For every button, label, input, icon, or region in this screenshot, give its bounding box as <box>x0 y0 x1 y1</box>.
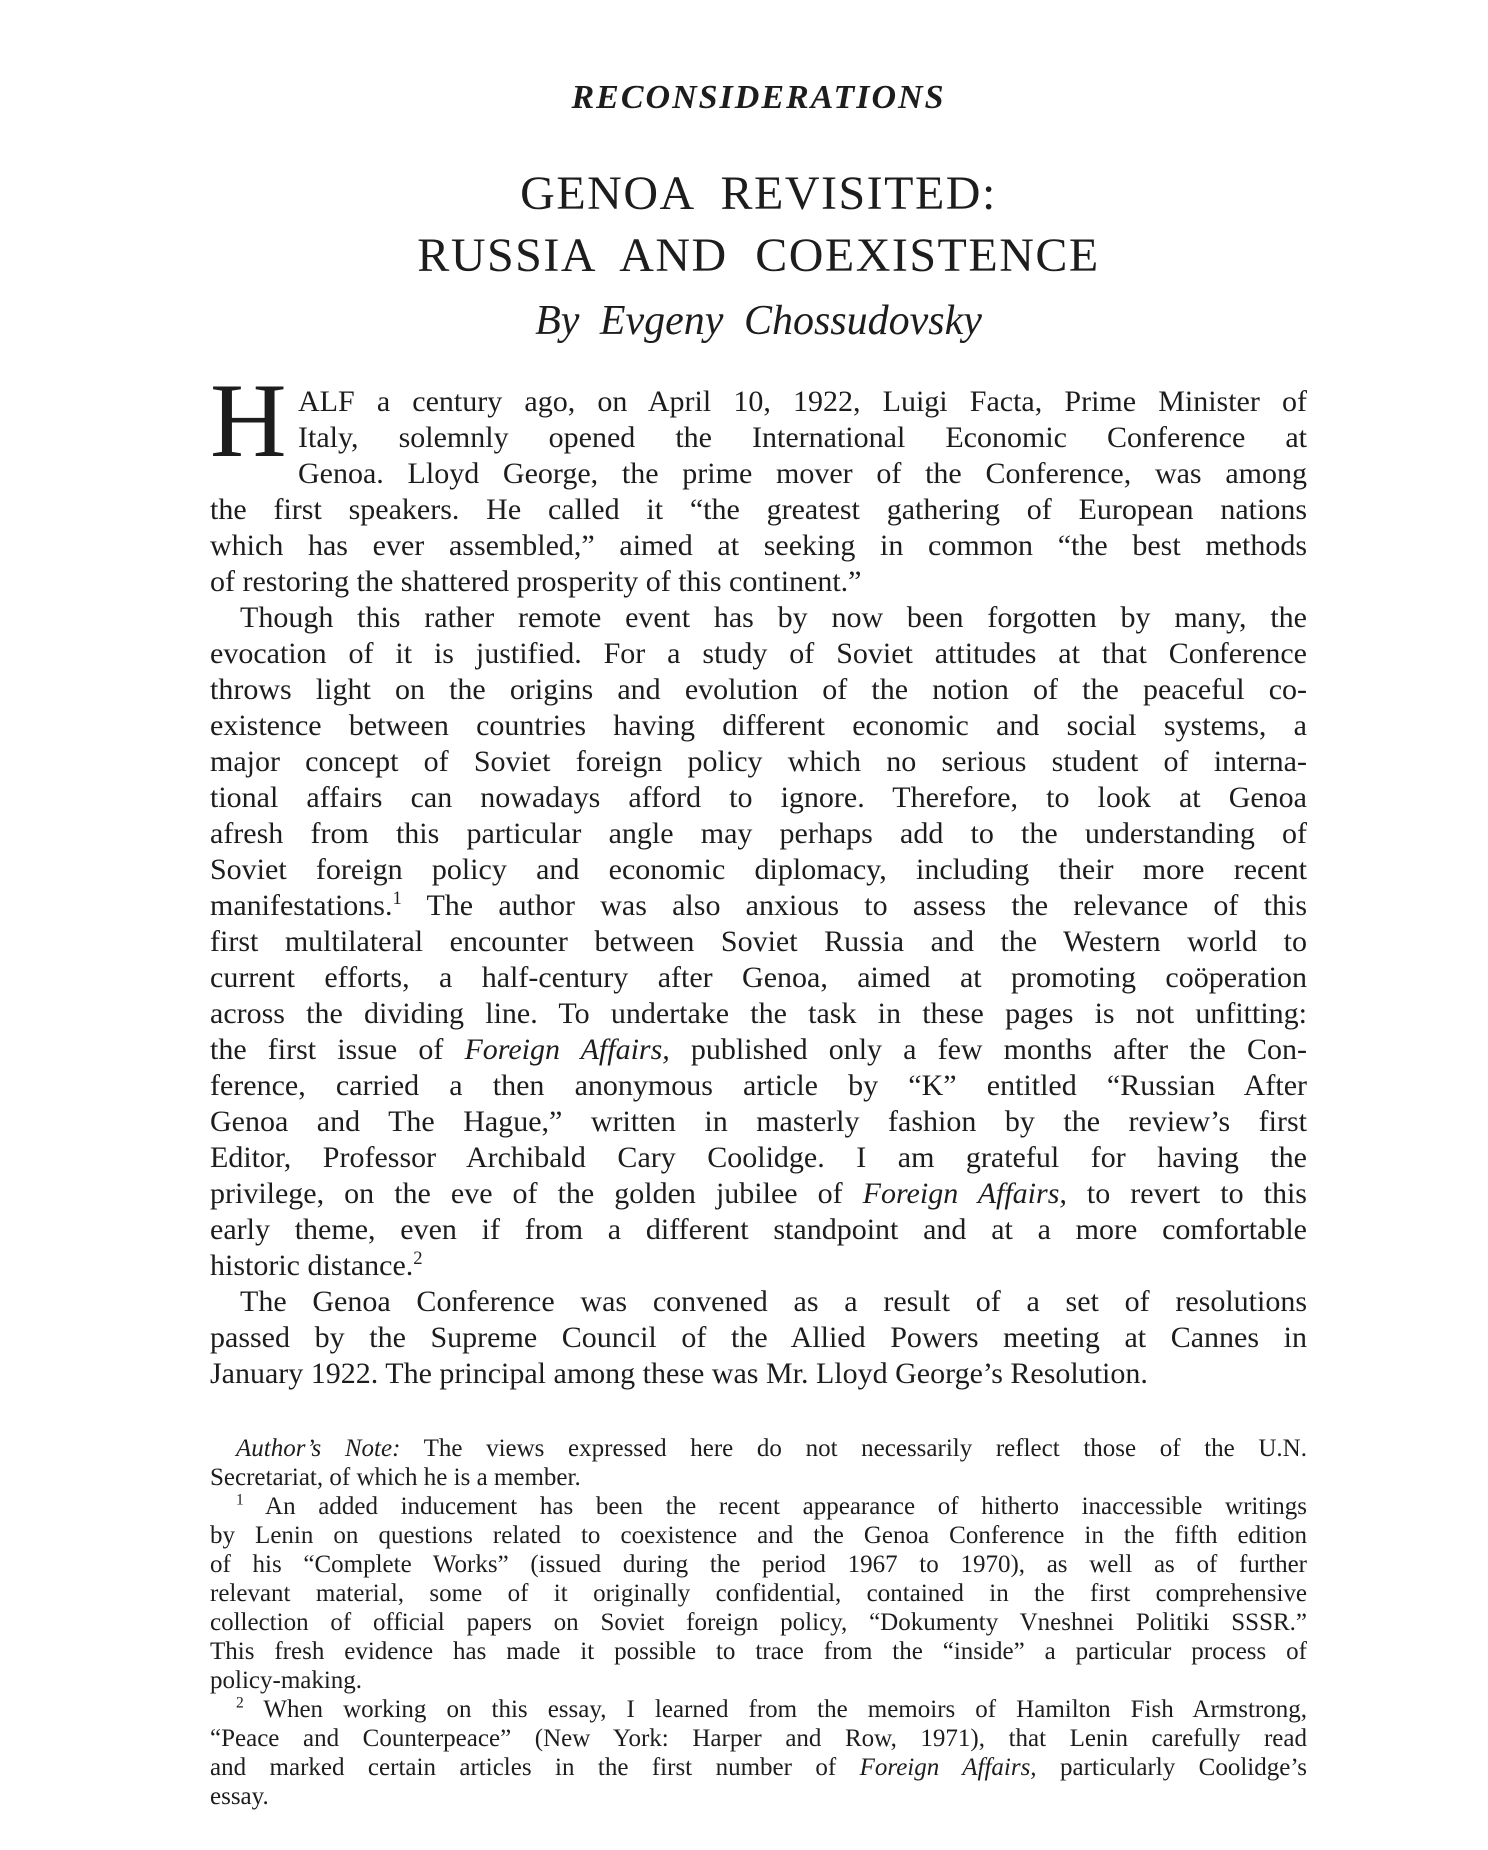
text-line <box>210 1068 1307 1104</box>
text-line <box>210 564 1307 600</box>
text-line <box>210 816 1307 852</box>
section-kicker: RECONSIDERATIONS <box>571 79 946 116</box>
text-segment: across the dividing line. To undertake the task in these pages is not unfitting: <box>210 997 1307 1030</box>
text-line <box>210 1550 1307 1579</box>
text-line <box>210 960 1307 996</box>
text-segment: published only a few months after the Con- <box>669 1033 1307 1066</box>
text-line <box>210 1782 1307 1811</box>
text-segment: essay. <box>210 1783 269 1810</box>
article-title <box>210 163 1307 287</box>
text-segment: the first speakers. He called it “the greatest gathering of European nations <box>210 493 1307 526</box>
text-segment: existence between countries having different economic and social systems, a <box>210 709 1307 742</box>
text-line <box>210 636 1307 672</box>
text-segment: Though this rather remote event has by now been forgotten by many, the <box>240 601 1307 634</box>
text-line <box>210 672 1307 708</box>
text-segment: particularly Coolidge’s <box>1036 1754 1307 1781</box>
footnote-ref: 2 <box>236 1694 244 1712</box>
text-line <box>210 1463 1307 1492</box>
paragraph-2 <box>210 600 1307 1284</box>
text-segment: to revert to this <box>1066 1177 1307 1210</box>
text-segment: January 1922. The principal among these was Mr. Lloyd George’s Resolution. <box>210 1357 1148 1390</box>
text-segment: Genoa and The Hague,” written in masterly fashion by the review’s first <box>210 1105 1307 1138</box>
title-line-2: RUSSIA AND COEXISTENCE <box>417 229 1100 282</box>
paragraph-3 <box>210 1284 1307 1392</box>
text-line <box>210 1176 1307 1212</box>
text-line <box>210 744 1307 780</box>
text-segment: An added inducement has been the recent appearance of hitherto inaccessible writings <box>243 1493 1307 1520</box>
text-line <box>210 1753 1307 1782</box>
text-segment: throws light on the origins and evolution of the notion of the peaceful co- <box>210 673 1307 706</box>
text-line <box>210 1695 1307 1724</box>
text-segment: collection of official papers on Soviet foreign policy, “Dokumenty Vneshnei Politiki SSSR.” <box>210 1609 1307 1636</box>
text-line <box>210 528 1307 564</box>
paragraph-1-lines <box>210 362 1307 600</box>
text-line <box>210 1434 1307 1463</box>
text-line <box>210 1637 1307 1666</box>
text-segment: The author was also anxious to assess the relevance of this <box>401 889 1307 922</box>
text-segment: by Lenin on questions related to coexistence and the Genoa Conference in the fifth edition <box>210 1522 1307 1549</box>
text-segment: This fresh evidence has made it possible to trace from the “inside” a particular process of <box>210 1638 1307 1665</box>
text-line <box>210 1140 1307 1176</box>
text-line <box>210 996 1307 1032</box>
text-line <box>210 1284 1307 1320</box>
text-segment: “Peace and Counterpeace” (New York: Harper and Row, 1971), that Lenin carefully read <box>210 1725 1307 1752</box>
title-line-1: GENOA REVISITED: <box>520 167 997 220</box>
text-line <box>210 1032 1307 1068</box>
text-segment: When working on this essay, I learned from the memoirs of Hamilton Fish Armstrong, <box>243 1696 1307 1723</box>
text-segment: of restoring the shattered prosperity of this continent.” <box>210 565 862 598</box>
text-line <box>210 1724 1307 1753</box>
italic-text-segment: Foreign Affairs, <box>862 1177 1067 1210</box>
text-segment: Soviet foreign policy and economic diplomacy, including their more recent <box>210 853 1307 886</box>
text-segment: the first issue of <box>210 1033 465 1066</box>
text-line <box>210 1521 1307 1550</box>
text-segment: first multilateral encounter between Soviet Russia and the Western world to <box>210 925 1307 958</box>
text-line <box>210 1356 1307 1392</box>
text-segment: Genoa. Lloyd George, the prime mover of the Conference, was among <box>298 457 1307 490</box>
text-line <box>210 888 1307 924</box>
text-segment: Editor, Professor Archibald Cary Coolidge. I am grateful for having the <box>210 1141 1307 1174</box>
text-line <box>210 1492 1307 1521</box>
text-segment: historic distance. <box>210 1249 414 1282</box>
text-line <box>210 600 1307 636</box>
text-line <box>210 1608 1307 1637</box>
article-body <box>210 362 1307 1392</box>
text-segment: ALF a century ago, on April 10, 1922, Luigi Facta, Prime Minister of <box>298 385 1307 418</box>
text-segment: major concept of Soviet foreign policy which no serious student of interna- <box>210 745 1307 778</box>
italic-text-segment: Author’s Note: <box>236 1435 401 1462</box>
text-segment: afresh from this particular angle may perhaps add to the understanding of <box>210 817 1307 850</box>
text-segment: tional affairs can nowadays afford to ignore. Therefore, to look at Genoa <box>210 781 1307 814</box>
italic-text-segment: Foreign Affairs, <box>464 1033 670 1066</box>
footnote-ref: 1 <box>392 888 402 909</box>
text-segment: manifestations. <box>210 889 393 922</box>
text-segment: Secretariat, of which he is a member. <box>210 1464 581 1491</box>
text-line <box>210 1579 1307 1608</box>
text-segment: which has ever assembled,” aimed at seeking in common “the best methods <box>210 529 1307 562</box>
footnotes <box>210 1434 1307 1811</box>
text-line <box>210 1212 1307 1248</box>
text-segment: relevant material, some of it originally confidential, contained in the first comprehensive <box>210 1580 1307 1607</box>
footnote-ref: 1 <box>236 1491 244 1509</box>
text-line <box>210 1248 1307 1284</box>
italic-text-segment: Foreign Affairs, <box>859 1754 1037 1781</box>
text-segment: The Genoa Conference was convened as a result of a set of resolutions <box>240 1285 1307 1318</box>
text-line <box>210 384 1307 420</box>
text-segment: The views expressed here do not necessarily reflect those of the U.N. <box>400 1435 1307 1462</box>
text-line <box>210 420 1307 456</box>
text-line <box>210 1320 1307 1356</box>
text-line <box>210 708 1307 744</box>
text-line <box>210 852 1307 888</box>
text-line <box>210 780 1307 816</box>
text-line <box>210 456 1307 492</box>
text-segment: privilege, on the eve of the golden jubilee of <box>210 1177 863 1210</box>
text-line <box>210 924 1307 960</box>
text-line <box>210 492 1307 528</box>
text-segment: passed by the Supreme Council of the Allied Powers meeting at Cannes in <box>210 1321 1307 1354</box>
text-segment: early theme, even if from a different standpoint and at a more comfortable <box>210 1213 1307 1246</box>
text-line <box>210 1104 1307 1140</box>
text-segment: ference, carried a then anonymous article by “K” entitled “Russian After <box>210 1069 1307 1102</box>
footnote-ref: 2 <box>413 1248 423 1269</box>
paragraph-1 <box>210 362 1307 600</box>
text-line <box>210 1666 1307 1695</box>
text-segment: of his “Complete Works” (issued during the period 1967 to 1970), as well as of further <box>210 1551 1307 1578</box>
byline: By Evgeny Chossudovsky <box>535 298 982 344</box>
text-segment: Italy, solemnly opened the International Economic Conference at <box>298 421 1307 454</box>
text-segment: and marked certain articles in the first number of <box>210 1754 860 1781</box>
text-segment: evocation of it is justified. For a study of Soviet attitudes at that Conference <box>210 637 1307 670</box>
article <box>210 0 1307 1811</box>
text-segment: current efforts, a half-century after Genoa, aimed at promoting coöperation <box>210 961 1307 994</box>
drop-cap: H <box>210 362 287 479</box>
text-segment: policy-making. <box>210 1667 363 1694</box>
